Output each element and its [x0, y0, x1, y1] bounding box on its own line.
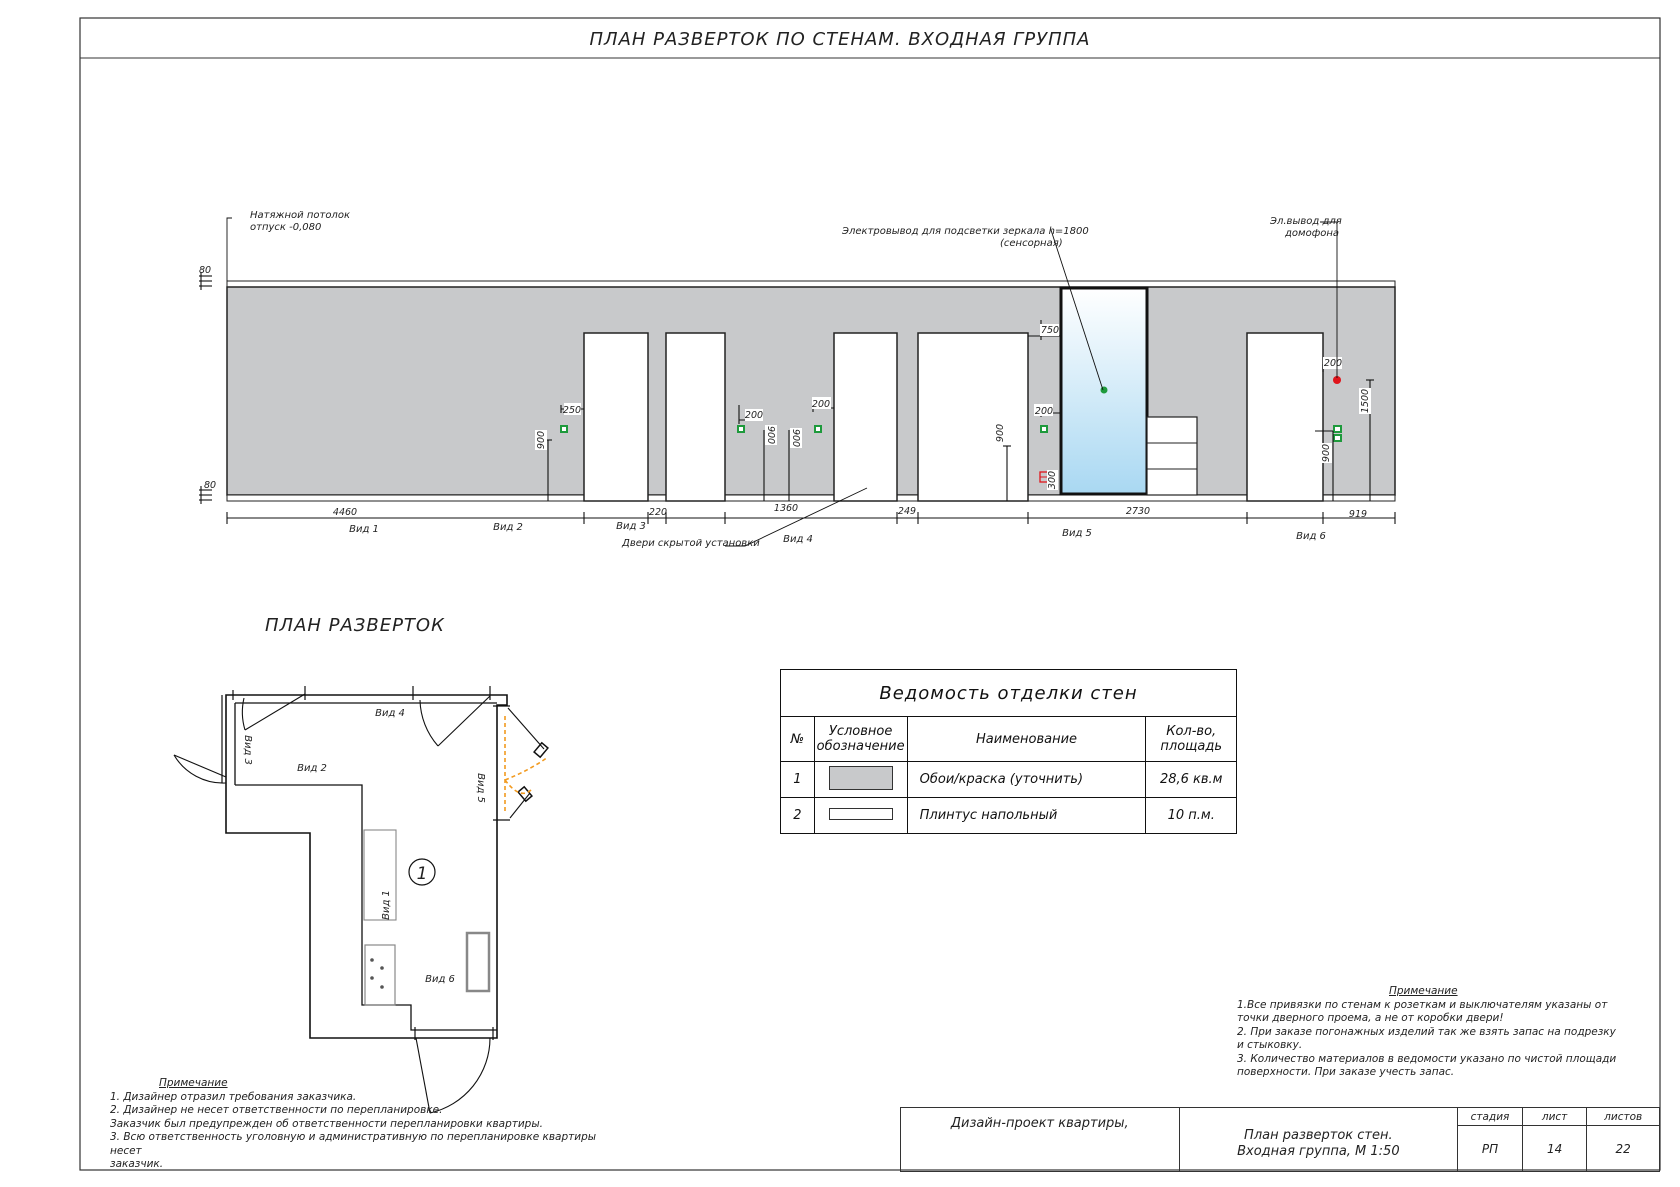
- sheet-value: 14: [1522, 1126, 1587, 1172]
- plan-title: ПЛАН РАЗВЕРТОК: [265, 615, 445, 636]
- dim-label: 220: [648, 507, 668, 518]
- skirting-swatch: [829, 808, 893, 820]
- room-outline: [226, 695, 507, 1038]
- sheet-title: ПЛАН РАЗВЕРТОК ПО СТЕНАМ. ВХОДНАЯ ГРУППА: [589, 29, 1091, 50]
- plan-view-label: Вид 1: [381, 890, 392, 920]
- door-opening: [1247, 333, 1323, 501]
- ceiling-band: [227, 281, 1395, 287]
- note-line: поверхности. При заказе учесть запас.: [1237, 1066, 1455, 1078]
- col-no-header: №: [781, 717, 815, 762]
- note-line: 3. Всю ответственность уголовную и административную по перепланировке квартиры несет: [110, 1131, 597, 1157]
- svg-text:200: 200: [1323, 358, 1343, 369]
- table-row: 2 Плинтус напольный 10 п.м.: [781, 798, 1237, 834]
- door-opening: [834, 333, 897, 501]
- finish-table: [780, 669, 1237, 834]
- note-line: 2. При заказе погонажных изделий так же взять запас на подрезку: [1237, 1025, 1616, 1038]
- svg-text:900: 900: [995, 423, 1006, 443]
- floor-plan: [174, 686, 548, 1113]
- note-left-heading: Примечание: [159, 1077, 228, 1089]
- note-right: [1237, 985, 1637, 1080]
- sheet-label: лист: [1522, 1108, 1587, 1126]
- entry-door-frame: [518, 743, 548, 801]
- door-opening: [666, 333, 725, 501]
- plan-view-label: Вид 4: [375, 708, 405, 719]
- view-label: Вид 3: [616, 521, 646, 532]
- height-mark-label: 80: [199, 265, 212, 276]
- socket-icon: [1040, 425, 1048, 433]
- note-line: Заказчик был предупрежден об ответственности перепланировки квартиры.: [110, 1117, 543, 1130]
- svg-text:200: 200: [1034, 406, 1054, 417]
- plan-view-label: Вид 2: [297, 763, 327, 774]
- svg-text:1500: 1500: [1360, 388, 1371, 414]
- bottom-dimension-chain: [227, 512, 1395, 524]
- socket-icon: [1333, 425, 1342, 433]
- note-left: [110, 1077, 630, 1172]
- view-label: Вид 4: [783, 534, 813, 545]
- note-right-heading: Примечание: [1389, 985, 1458, 997]
- project-name: Дизайн-проект квартиры,: [901, 1108, 1180, 1172]
- svg-text:900: 900: [1321, 443, 1332, 463]
- room-number: 1: [416, 864, 428, 884]
- col-qty-header: Кол-во, площадь: [1146, 717, 1237, 762]
- note-line: заказчик.: [110, 1158, 164, 1170]
- svg-text:900: 900: [765, 425, 776, 445]
- svg-text:200: 200: [744, 410, 764, 421]
- socket-icon: [1333, 434, 1342, 442]
- svg-text:200: 200: [811, 399, 831, 410]
- dim-label: 1360: [773, 503, 799, 514]
- svg-text:750: 750: [1040, 325, 1060, 336]
- floor-skirting: [227, 495, 1395, 501]
- door-opening: [584, 333, 648, 501]
- socket-icon: [737, 425, 745, 433]
- svg-text:250: 250: [562, 405, 582, 416]
- note-line: и стыковку.: [1237, 1039, 1303, 1051]
- plan-view-label: Вид 3: [242, 735, 253, 765]
- note-line: 1.Все привязки по стенам к розеткам и выключателям указаны от: [1237, 998, 1608, 1011]
- title-block: [900, 1107, 1660, 1172]
- height-marks: [199, 272, 212, 504]
- door-opening: [918, 333, 1028, 501]
- stage-label: стадия: [1458, 1108, 1523, 1126]
- intercom-note: Эл.вывод для: [1270, 216, 1342, 227]
- plan-view-label: Вид 5: [475, 773, 486, 803]
- table-row: 1 Обои/краска (уточнить) 28,6 кв.м: [781, 762, 1237, 798]
- socket-icon: [814, 425, 822, 433]
- view-label: Вид 2: [493, 522, 523, 533]
- sheets-value: 22: [1587, 1126, 1660, 1172]
- note-line: точки дверного проема, а не от коробки двери!: [1237, 1012, 1504, 1024]
- note-line: 1. Дизайнер отразил требования заказчика.: [110, 1090, 357, 1103]
- hidden-doors-note: Двери скрытой установки: [622, 538, 760, 549]
- drawer-unit: [1147, 417, 1197, 495]
- view-label: Вид 6: [1296, 531, 1326, 542]
- socket-icon: [560, 425, 568, 433]
- intercom-note: домофона: [1285, 228, 1340, 239]
- col-symbol-header: Условное обозначение: [814, 717, 907, 762]
- ceiling-note: Натяжной потолок: [250, 210, 350, 221]
- swing-arc-orange: [505, 716, 548, 814]
- dim-label: 919: [1348, 509, 1368, 520]
- svg-text:900: 900: [536, 430, 547, 450]
- wall-finish-swatch: [829, 766, 893, 790]
- finish-table-caption: Ведомость отделки стен: [781, 670, 1237, 717]
- dim-label: 4460: [332, 507, 358, 518]
- note-line: 3. Количество материалов в ведомости указано по чистой площади: [1237, 1052, 1617, 1065]
- col-name-header: Наименование: [907, 717, 1146, 762]
- sheet-name: План разверток стен. Входная группа, М 1:50: [1179, 1108, 1458, 1172]
- view-label: Вид 1: [349, 524, 379, 535]
- mirror-light-note: Электровывод для подсветки зеркала h=1800: [842, 226, 1089, 237]
- svg-text:300: 300: [1047, 470, 1058, 490]
- ceiling-note: отпуск -0,080: [250, 222, 322, 233]
- mirror-light-point-icon: [1101, 387, 1108, 394]
- height-mark-label: 80: [204, 480, 217, 491]
- wall-elevation: [199, 210, 1395, 549]
- plan-view-label: Вид 6: [425, 974, 455, 985]
- note-line: 2. Дизайнер не несет ответственности по перепланировке.: [110, 1104, 443, 1116]
- svg-text:900: 900: [790, 428, 801, 448]
- sheets-label: листов: [1587, 1108, 1660, 1126]
- dim-label: 249: [897, 506, 917, 517]
- wall-surface: [227, 287, 1395, 495]
- mirror-light-note: (сенсорная): [1000, 238, 1063, 249]
- view-label: Вид 5: [1062, 528, 1092, 539]
- dim-label: 2730: [1125, 506, 1151, 517]
- stage-value: РП: [1458, 1126, 1523, 1172]
